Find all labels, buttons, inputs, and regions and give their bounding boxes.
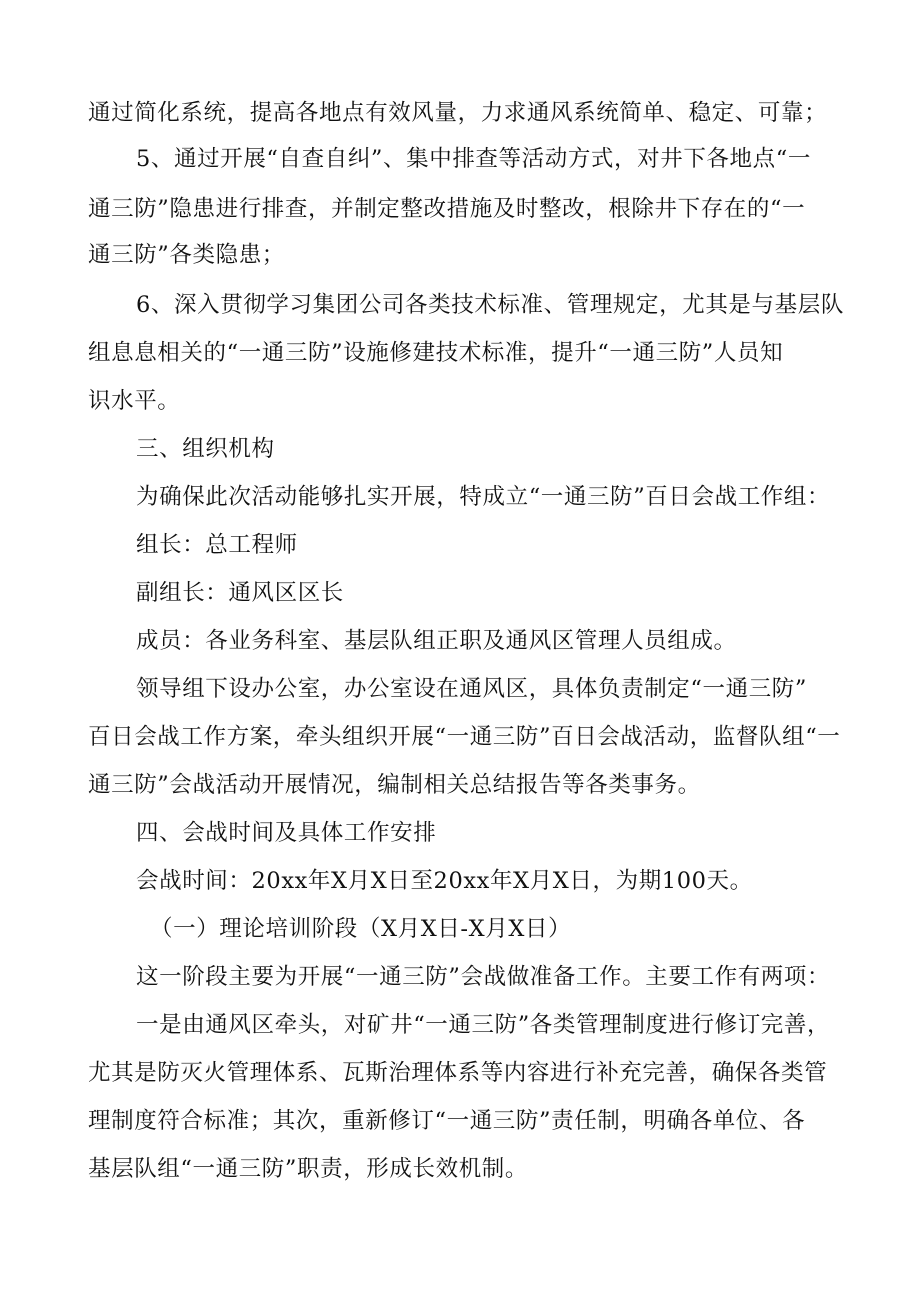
- item-6-line: 6、深入贯彻学习集团公司各类技术标准、管理规定，尤其是与基层队: [136, 292, 844, 318]
- subsection-heading-1: （一）理论培训阶段（X月X日-X月X日）: [150, 916, 572, 942]
- section-heading-3: 三、组织机构: [136, 436, 275, 462]
- paragraph-line: 基层队组“一通三防”职责，形成长效机制。: [88, 1156, 529, 1182]
- paragraph-line: 通三防”会战活动开展情况，编制相关总结报告等各类事务。: [88, 772, 701, 798]
- paragraph-line: 理制度符合标准；其次，重新修订“一通三防”责任制，明确各单位、各: [88, 1108, 806, 1134]
- paragraph-line: 通三防”隐患进行排查，并制定整改措施及时整改，根除井下存在的“一: [88, 196, 806, 222]
- paragraph-line: 领导组下设办公室，办公室设在通风区，具体负责制定“一通三防”: [136, 676, 808, 702]
- item-5-line: 5、通过开展“自查自纠”、集中排查等活动方式，对井下各地点“一: [136, 146, 811, 172]
- paragraph-line: 组息息相关的“一通三防”设施修建技术标准，提升“一通三防”人员知: [88, 340, 784, 366]
- members-line: 成员：各业务科室、基层队组正职及通风区管理人员组成。: [136, 628, 737, 654]
- paragraph-line: 通三防”各类隐患；: [88, 242, 285, 268]
- paragraph-line: 这一阶段主要为开展“一通三防”会战做准备工作。主要工作有两项：: [136, 964, 831, 990]
- deputy-leader-line: 副组长：通风区区长: [136, 580, 344, 606]
- paragraph-line: 识水平。: [88, 388, 181, 414]
- team-leader-line: 组长：总工程师: [136, 532, 298, 558]
- campaign-time-line: 会战时间：20xx年X月X日至20xx年X月X日，为期100天。: [136, 868, 753, 894]
- paragraph-line: 一是由通风区牵头，对矿井“一通三防”各类管理制度进行修订完善，: [136, 1012, 831, 1038]
- section-heading-4: 四、会战时间及具体工作安排: [136, 820, 437, 846]
- paragraph-line: 为确保此次活动能够扎实开展，特成立“一通三防”百日会战工作组：: [136, 484, 831, 510]
- paragraph-line: 百日会战工作方案，牵头组织开展“一通三防”百日会战活动，监督队组“一: [88, 724, 841, 750]
- paragraph-line: 尤其是防灭火管理体系、瓦斯治理体系等内容进行补充完善，确保各类管: [88, 1060, 828, 1086]
- paragraph-line: 通过简化系统，提高各地点有效风量，力求通风系统简单、稳定、可靠；: [88, 100, 828, 126]
